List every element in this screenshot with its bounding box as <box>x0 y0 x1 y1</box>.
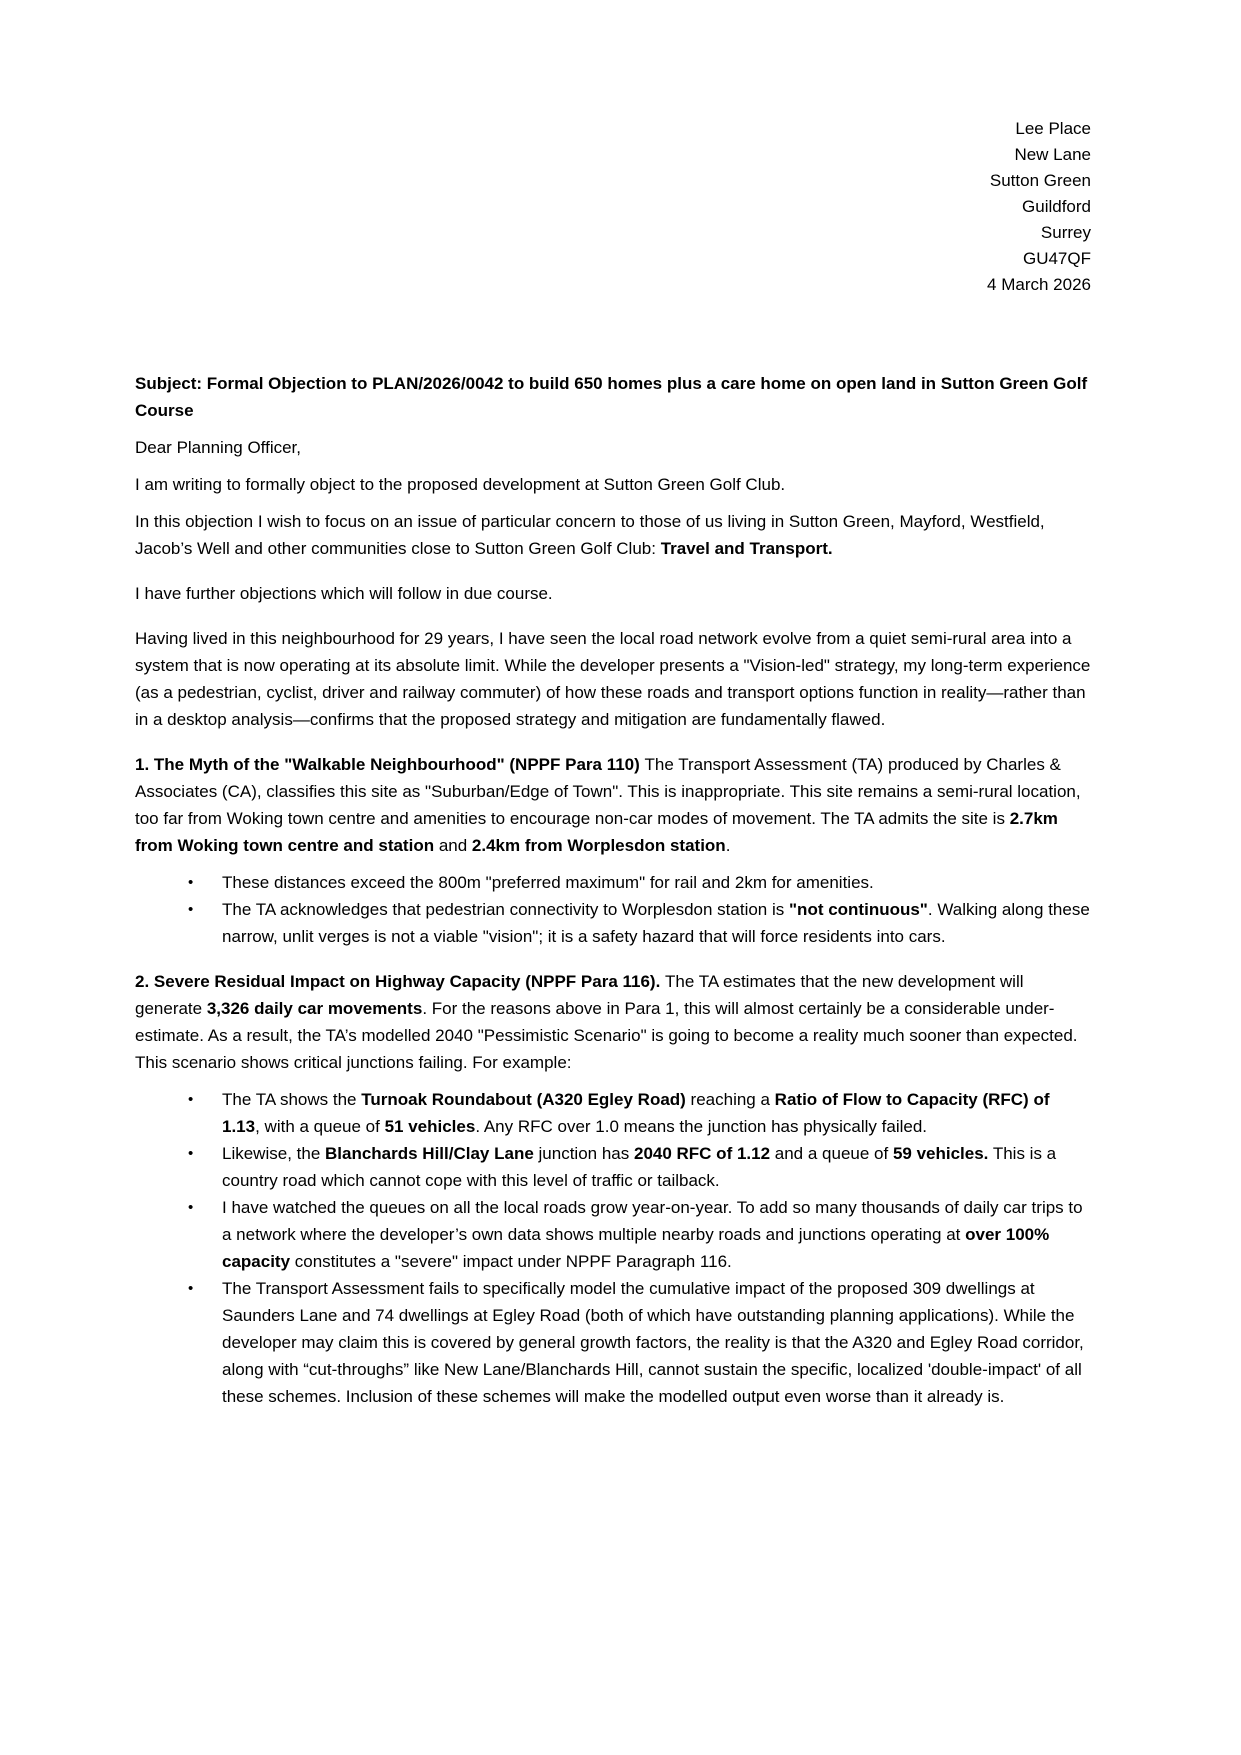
text-run: I have further objections which will follow in due course. <box>135 584 553 603</box>
letter-paragraph <box>135 751 1091 859</box>
bold-text-run: 59 vehicles. <box>892 1144 989 1163</box>
text-run: In this objection I wish to focus on an issue of particular concern to those of us living in Sutton Green, Mayford, Westfield, Jacob’s Well and other communities close to Sutton Green Golf Club: <box>135 512 1045 558</box>
bullet-item-text <box>222 1086 1091 1140</box>
text-run: and <box>434 836 472 855</box>
text-run: This is a country road which cannot cope with this level of traffic or tailback. <box>222 1144 1057 1190</box>
bullet-icon: • <box>188 1091 194 1108</box>
bullet-icon: • <box>188 1145 194 1162</box>
letter-paragraph <box>135 580 1091 607</box>
bullet-item <box>188 1194 1091 1275</box>
text-run: Dear Planning Officer, <box>135 438 301 457</box>
text-run: and a queue of <box>770 1144 893 1163</box>
text-run: The TA acknowledges that pedestrian connectivity to Worplesdon station is <box>222 900 789 919</box>
bullet-icon: • <box>188 1280 194 1297</box>
text-run: . <box>725 836 731 855</box>
bullet-icon: • <box>188 874 194 891</box>
letter-paragraph <box>135 625 1091 733</box>
address-line: Guildford <box>1022 197 1091 216</box>
sender-address-block <box>135 116 1091 298</box>
text-run: , with a queue of <box>255 1117 385 1136</box>
address-line: Lee Place <box>1015 119 1091 138</box>
text-run: The TA shows the <box>222 1090 362 1109</box>
bold-text-run: 51 vehicles <box>384 1117 476 1136</box>
bold-text-run: Turnoak Roundabout (A320 Egley Road) <box>361 1090 686 1109</box>
bold-text-run: 2.4km from Worplesdon station <box>471 836 726 855</box>
text-run: The Transport Assessment (TA) produced by Charles & Associates (CA), classifies this site as "Suburban/Edge of Town". This is inappropriate. This site remains a semi-rural location, too far from Woking town centre and amenities to encourage non-car modes of movement. The TA admits the site is <box>135 755 1081 828</box>
letter-paragraph <box>135 968 1091 1076</box>
letter-paragraph <box>135 508 1091 562</box>
bullet-item-text <box>222 1140 1091 1194</box>
text-run: . Walking along these narrow, unlit verges is not a viable "vision"; it is a safety hazard that will force residents into cars. <box>222 900 1090 946</box>
bullet-item-text <box>222 896 1091 950</box>
text-run: constitutes a "severe" impact under NPPF Paragraph 116. <box>290 1252 732 1271</box>
bullet-item <box>188 1275 1091 1410</box>
bold-text-run: Ratio of Flow to Capacity (RFC) of 1.13 <box>222 1090 1050 1136</box>
text-run: junction has <box>533 1144 634 1163</box>
bold-text-run: 1. The Myth of the "Walkable Neighbourhood" (NPPF Para 110) <box>135 755 645 774</box>
bullet-item-text <box>222 1275 1091 1410</box>
bullet-item <box>188 869 1091 896</box>
bold-text-run: "not continuous" <box>789 900 928 919</box>
text-run: The Transport Assessment fails to specifically model the cumulative impact of the proposed 309 dwellings at Saunders Lane and 74 dwellings at Egley Road (both of which have outstanding planning applications). While the developer may claim this is covered by general growth factors, the reality is that the A320 and Egley Road corridor, along with “cut-throughs” like New Lane/Blanchards Hill, cannot sustain the specific, localized 'double-impact' of all these schemes. Inclusion of these schemes will make the modelled output even worse than it already is. <box>222 1279 1084 1406</box>
bold-text-run: Travel and Transport. <box>660 539 833 558</box>
bullet-icon: • <box>188 901 194 918</box>
text-run: Likewise, the <box>222 1144 325 1163</box>
letter-paragraph <box>135 471 1091 498</box>
bold-text-run: Blanchards Hill/Clay Lane <box>325 1144 534 1163</box>
bullet-list <box>135 869 1091 950</box>
text-run: reaching a <box>685 1090 775 1109</box>
bullet-item <box>188 896 1091 950</box>
bold-text-run: over 100% capacity <box>222 1225 1050 1271</box>
text-run: . Any RFC over 1.0 means the junction has physically failed. <box>475 1117 927 1136</box>
bullet-item <box>188 1140 1091 1194</box>
text-run: I am writing to formally object to the proposed development at Sutton Green Golf Club. <box>135 475 786 494</box>
bold-text-run: 3,326 daily car movements <box>206 999 423 1018</box>
text-run: I have watched the queues on all the local roads grow year-on-year. To add so many thousands of daily car trips to a network where the developer’s own data shows multiple nearby roads and junctions operating at <box>222 1198 1083 1244</box>
bold-text-run: 2040 RFC of 1.12 <box>633 1144 771 1163</box>
address-line: GU47QF <box>1022 249 1091 268</box>
address-line: New Lane <box>1014 145 1091 164</box>
text-run: . For the reasons above in Para 1, this will almost certainly be a considerable under-estimate. As a result, the TA’s modelled 2040 "Pessimistic Scenario" is going to become a reality much sooner than expected. This scenario shows critical junctions failing. For example: <box>135 999 1078 1072</box>
address-line: Sutton Green <box>989 171 1091 190</box>
text-run: The TA estimates that the new development will generate <box>135 972 1024 1018</box>
address-line: Surrey <box>1040 223 1091 242</box>
bullet-item <box>188 1086 1091 1140</box>
subject-line: Subject: Formal Objection to PLAN/2026/0042 to build 650 homes plus a care home on open land in Sutton Green Golf Course <box>135 374 1088 420</box>
text-run: Having lived in this neighbourhood for 29 years, I have seen the local road network evolve from a quiet semi-rural area into a system that is now operating at its absolute limit. While the developer presents a "Vision-led" strategy, my long-term experience (as a pedestrian, cyclist, driver and railway commuter) of how these roads and transport options function in reality—rather than in a desktop analysis—confirms that the proposed strategy and mitigation are fundamentally flawed. <box>135 629 1091 729</box>
bullet-item-text <box>222 1194 1091 1275</box>
letter-date: 4 March 2026 <box>987 275 1091 294</box>
bold-text-run: 2.7km from Woking town centre and station <box>135 809 1058 855</box>
bullet-list <box>135 1086 1091 1410</box>
bullet-item-text <box>222 869 1091 896</box>
text-run: These distances exceed the 800m "preferred maximum" for rail and 2km for amenities. <box>222 873 874 892</box>
letter-body <box>135 434 1091 1410</box>
letter-paragraph <box>135 434 1091 461</box>
bold-text-run: 2. Severe Residual Impact on Highway Capacity (NPPF Para 116). <box>135 972 666 991</box>
bullet-icon: • <box>188 1199 194 1216</box>
